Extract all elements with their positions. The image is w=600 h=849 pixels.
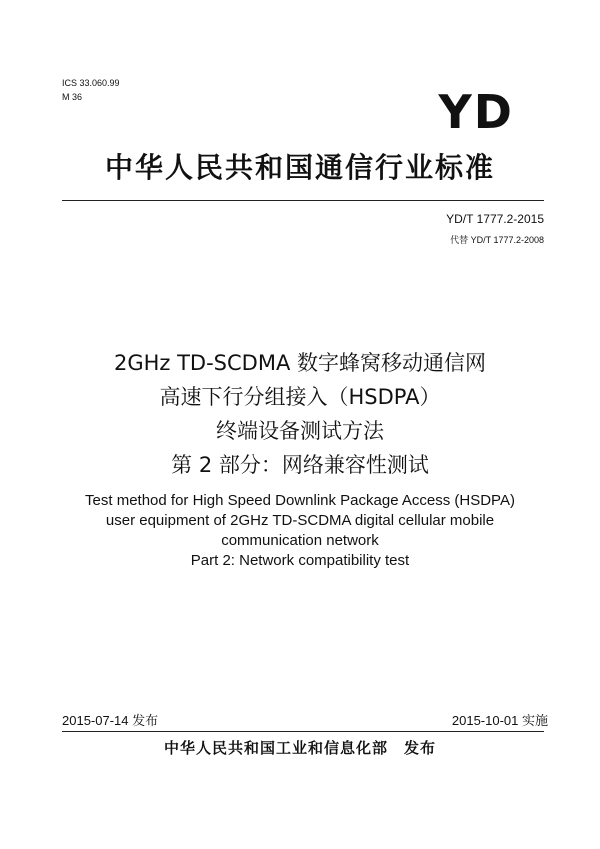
top-divider [62, 200, 544, 201]
title-cn-line-4: 第 2 部分：网络兼容性测试 [171, 453, 429, 477]
implementation-date: 2015-10-01 实施 [451, 713, 548, 728]
title-cn-line-3: 终端设备测试方法 [216, 419, 384, 443]
replaces-note: 代替 YD/T 1777.2-2008 [450, 235, 544, 245]
title-en-line-3: communication network [221, 532, 379, 549]
title-en-line-4: Part 2: Network compatibility test [190, 552, 410, 569]
ics-classification [62, 76, 120, 104]
title-cn-line-1: 2GHz TD-SCDMA 数字蜂窝移动通信网 [113, 351, 487, 375]
standard-number: YD/T 1777.2-2015 [446, 212, 544, 226]
title-en-line-2: user equipment of 2GHz TD-SCDMA digital cellular mobile [105, 512, 495, 529]
title-cn-line-2: 高速下行分组接入（HSDPA） [159, 385, 441, 409]
category-code: M 36 [62, 92, 83, 102]
standard-title: 中华人民共和国通信行业标准 [104, 151, 495, 184]
title-en-line-1: Test method for High Speed Downlink Package Access (HSDPA) [85, 492, 515, 509]
bottom-divider [62, 731, 544, 732]
yd-logo: YD [438, 85, 514, 139]
issue-date: 2015-07-14 发布 [62, 713, 159, 728]
ics-code: ICS 33.060.99 [62, 78, 120, 88]
publisher: 中华人民共和国工业和信息化部 发布 [163, 739, 436, 757]
